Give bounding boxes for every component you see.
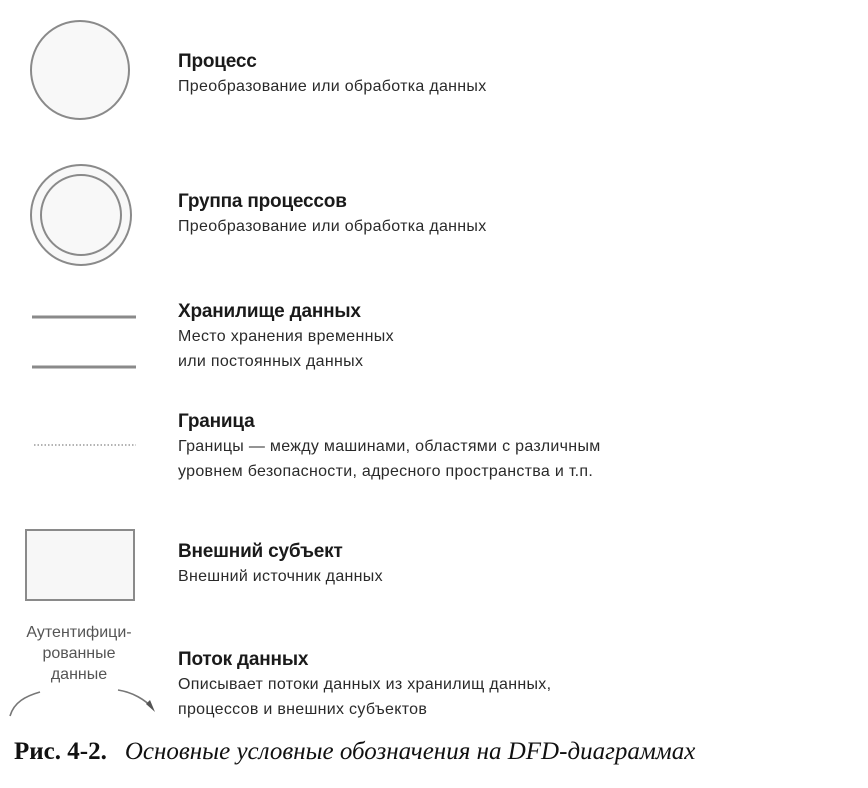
process-group-symbol [28,162,134,268]
figure-caption-text: Основные условные обозначения на DFD-диаграммах [124,738,696,765]
process-symbol [28,18,132,122]
figure-caption [14,738,864,766]
external-entity-symbol [24,528,140,604]
boundary-desc-line-1: Границы — между машинами, областями с различным [178,438,601,455]
external-entity-desc-line-1: Внешний источник данных [178,568,383,585]
process-entry [178,50,487,99]
process-group-entry [178,190,487,239]
data-store-title: Хранилище данных [178,301,361,322]
figure-number: Рис. 4-2. [14,738,107,765]
data-flow-entry [178,648,551,722]
boundary-title: Граница [178,411,255,432]
external-entity-entry [178,540,383,589]
data-flow-arrow-icon [0,660,170,720]
data-flow-title: Поток данных [178,649,309,670]
boundary-entry [178,410,601,484]
process-group-desc-line-1: Преобразование или обработка данных [178,218,487,235]
data-store-desc-line-1: Место хранения временных [178,328,394,345]
process-title: Процесс [178,51,257,72]
flow-label-line-2: рованные [42,645,116,662]
process-group-title: Группа процессов [178,191,347,212]
boundary-symbol [32,440,142,450]
data-flow-desc-line-1: Описывает потоки данных из хранилищ данных, [178,676,552,693]
external-entity-title: Внешний субъект [178,541,343,562]
data-store-symbol [30,312,140,372]
process-desc-line-1: Преобразование или обработка данных [178,78,487,95]
flow-label-line-3: данные [50,666,108,683]
boundary-desc-line-2: уровнем безопасности, адресного пространства и т.п. [178,463,594,480]
data-store-desc-line-2: или постоянных данных [178,353,364,370]
flow-label-line-1: Аутентифици- [26,624,132,641]
data-store-entry [178,300,394,374]
data-flow-desc-line-2: процессов и внешних субъектов [178,701,428,718]
